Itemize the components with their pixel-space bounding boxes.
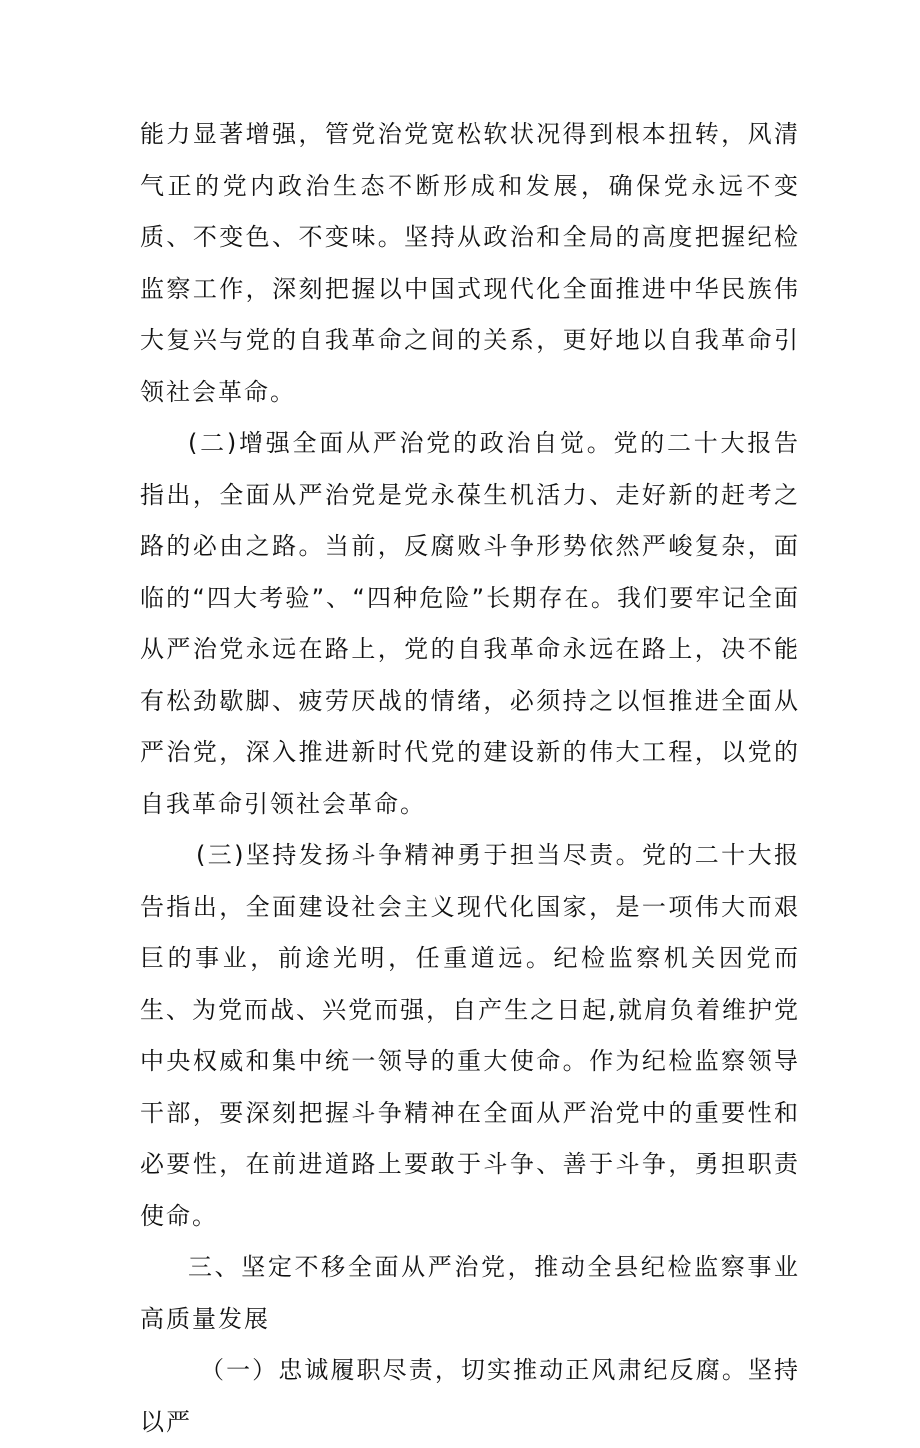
paragraph-2-section-two: (二)增强全面从严治党的政治自觉。党的二十大报告指出，全面从严治党是党永葆生机活力、走好新的赶考之路的必由之路。当前，反腐败斗争形势依然严峻复杂，面临的“四大考验”、“四种危险”长期存在。我们要牢记全面从严治党永远在路上，党的自我革命永远在路上，决不能有松劲歇脚、疲劳厌战的情绪，必须持之以恒推进全面从严治党，深入推进新时代党的建设新的伟大工程，以党的自我革命引领社会革命。 [140,429,800,818]
paragraph-1: 能力显著增强，管党治党宽松软状况得到根本扭转，风清气正的党内政治生态不断形成和发展，确保党永远不变质、不变色、不变味。坚持从政治和全局的高度把握纪检监察工作，深刻把握以中国式现代化全面推进中华民族伟大复兴与党的自我革命之间的关系，更好地以自我革命引领社会革命。 [140,120,800,406]
paragraph-5-section-one: （一）忠诚履职尽责，切实推动正风肃纪反腐。坚持以严 [140,1356,800,1436]
document-page [140,109,800,1448]
heading-part-three: 三、坚定不移全面从严治党，推动全县纪检监察事业高质量发展 [140,1253,800,1333]
paragraph-3-section-three: (三)坚持发扬斗争精神勇于担当尽责。党的二十大报告指出，全面建设社会主义现代化国家，是一项伟大而艰巨的事业，前途光明，任重道远。纪检监察机关因党而生、为党而战、兴党而强，自产生之日起,就肩负着维护党中央权威和集中统一领导的重大使命。作为纪检监察领导干部，要深刻把握斗争精神在全面从严治党中的重要性和必要性，在前进道路上要敢于斗争、善于斗争，勇担职责使命。 [140,841,800,1230]
